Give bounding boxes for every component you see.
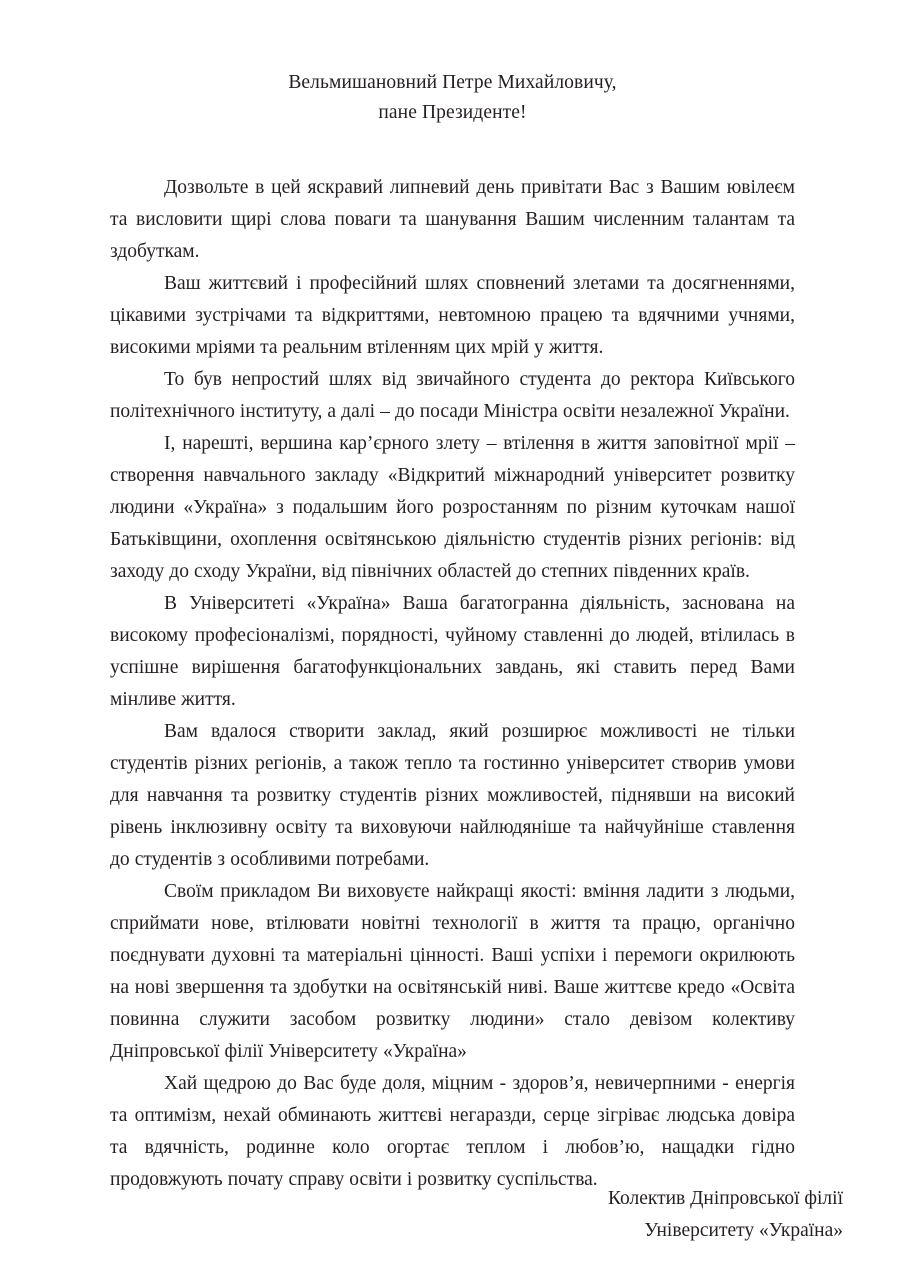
salutation-block (110, 68, 795, 128)
paragraph-8: Хай щедрою до Вас буде доля, міцним - здоров’я, невичерпними - енергія та оптимізм, нехай обминають життєві негаразди, серце зігріває людська довіра та вдячність, родинне коло огортає теплом і любов’ю, нащадки гідно продовжують почату справу освіти і розвитку суспільства. (110, 1073, 795, 1190)
paragraph-6: Вам вдалося створити заклад, який розширює можливості не тільки студентів різних регіонів, а також тепло та гостинно університет створив умови для навчання та розвитку студентів різних можливостей, піднявши на високий рівень інклюзивну освіту та виховуючи найлюдяніше та найчуйніше ставлення до студентів з особливими потребами. (110, 721, 795, 870)
salutation-line-1: Вельмишановний Петре Михайловичу, (288, 72, 617, 93)
paragraph-3: То був непростий шлях від звичайного студента до ректора Київського політехнічного інституту, а далі – до посади Міністра освіти незалежної України. (110, 369, 795, 422)
paragraph-7: Своїм прикладом Ви виховуєте найкращі якості: вміння ладити з людьми, сприймати нове, втілювати новітні технології в життя та працю, органічно поєднувати духовні та матеріальні цінності. Ваші успіхи і перемоги окрилюють на нові звершення та здобутки на освітянській ниві. Ваше життєве кредо «Освіта повинна служити засобом розвитку людини» стало девізом колективу Дніпровської філії Університету «Україна» (110, 881, 795, 1062)
letter-content (110, 0, 795, 1196)
signature-line-2: Університету «Україна» (644, 1220, 843, 1241)
paragraph-2: Ваш життєвий і професійний шлях сповнений злетами та досягненнями, цікавими зустрічами та відкриттями, невтомною працею та вдячними учнями, високими мріями та реальним втіленням цих мрій у життя. (110, 273, 795, 358)
letter-body (110, 172, 795, 1196)
paragraph-1: Дозвольте в цей яскравий липневий день привітати Вас з Вашим ювілеєм та висловити щирі слова поваги та шанування Вашим численним талантам та здобуткам. (110, 177, 795, 262)
paragraph-4: І, нарешті, вершина кар’єрного злету – втілення в життя заповітної мрії – створення навчального закладу «Відкритий міжнародний університет розвитку людини «Україна» з подальшим його розростанням по різним куточкам нашої Батьківщини, охоплення освітянською діяльністю студентів різних регіонів: від заходу до сходу України, від північних областей до степних південних країв. (110, 433, 795, 582)
salutation-line-2: пане Президенте! (378, 102, 527, 123)
signature-line-1: Колектив Дніпровської філії (607, 1188, 843, 1209)
paragraph-5: В Університеті «Україна» Ваша багатогранна діяльність, заснована на високому професіоналізмі, порядності, чуйному ставленні до людей, втілилась в успішне вирішення багатофункціональних завдань, які ставить перед Вами мінливе життя. (110, 593, 795, 710)
signature-block (608, 1183, 843, 1247)
